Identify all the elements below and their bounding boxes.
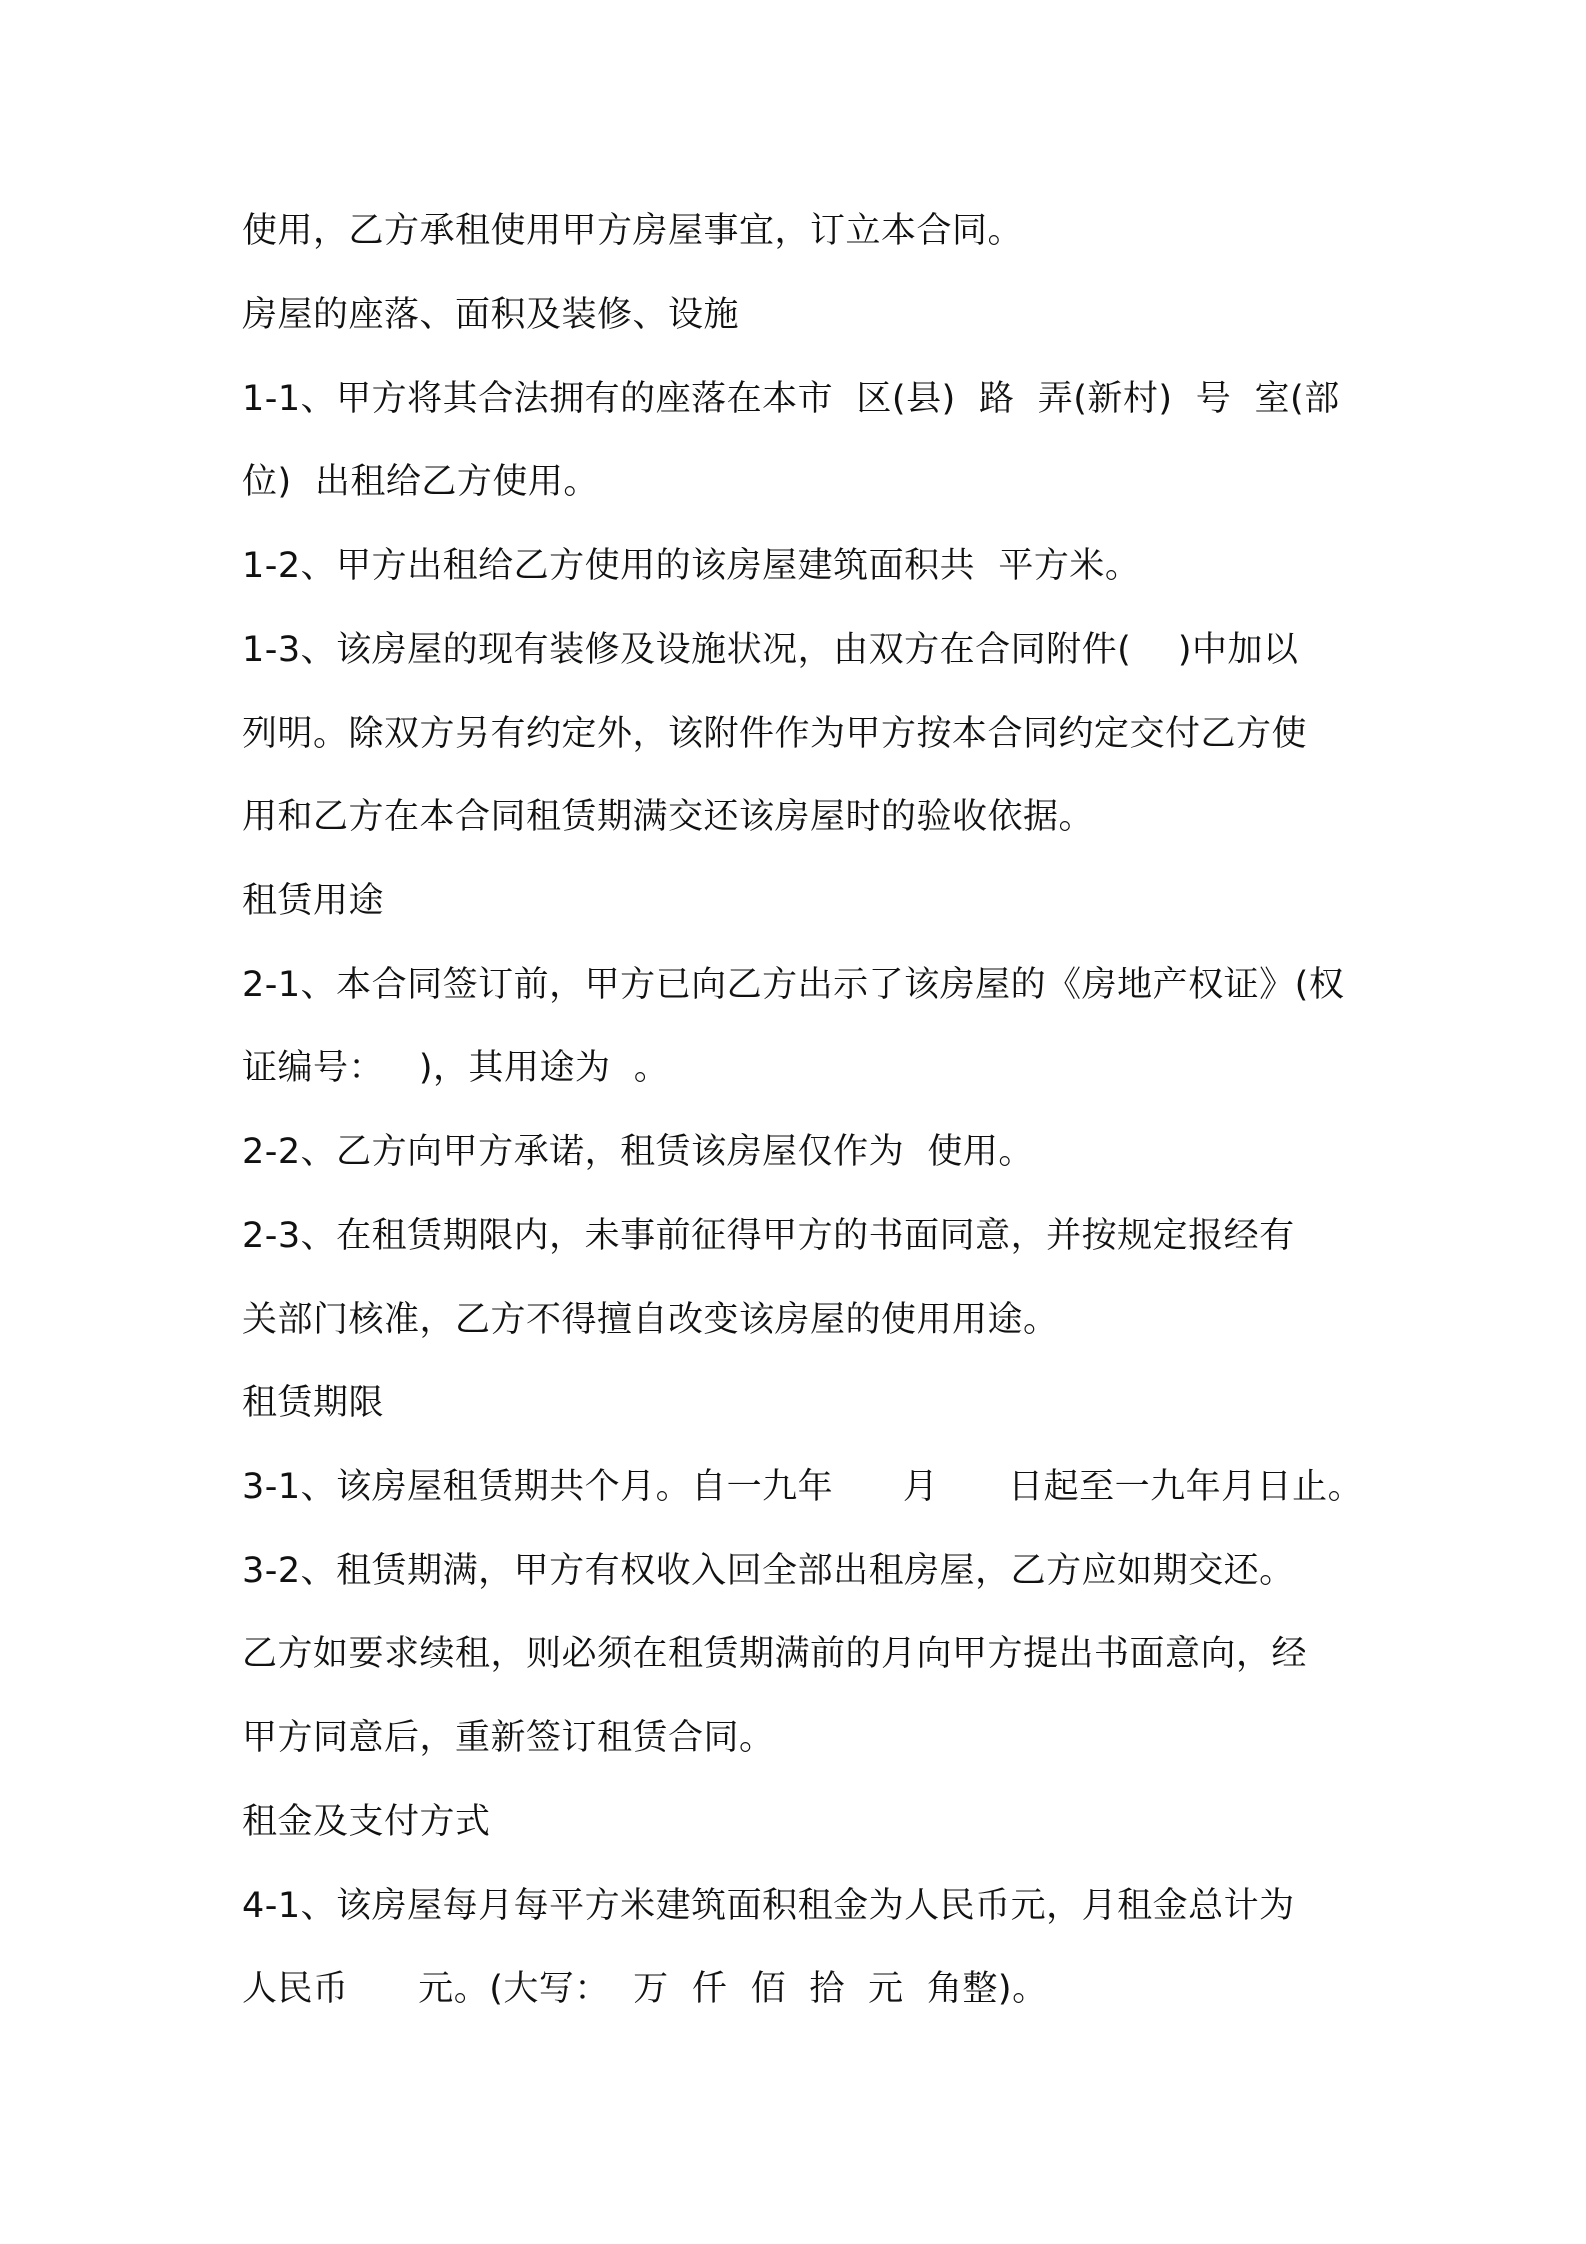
section-heading-premises: 房屋的座落、面积及装修、设施 [242,295,740,335]
contract-text-line: 2-3、在租赁期限内，未事前征得甲方的书面同意，并按规定报经有 [242,1216,1295,1256]
contract-text-line: 甲方同意后，重新签订租赁合同。 [242,1718,775,1758]
contract-text-line: 乙方如要求续租，则必须在租赁期满前的月向甲方提出书面意向，经 [242,1634,1308,1674]
contract-text-line: 用和乙方在本合同租赁期满交还该房屋时的验收依据。 [242,797,1095,837]
contract-text-line: 1-1、甲方将其合法拥有的座落在本市 区(县) 路 弄(新村) 号 室(部 [242,379,1340,419]
section-heading-usage: 租赁用途 [242,881,385,921]
contract-text-line: 1-3、该房屋的现有装修及设施状况，由双方在合同附件( )中加以 [242,630,1299,670]
contract-text-line: 3-2、租赁期满，甲方有权收入回全部出租房屋，乙方应如期交还。 [242,1551,1295,1591]
contract-text-line: 位) 出租给乙方使用。 [242,462,599,502]
contract-text-line: 证编号： )，其用途为 。 [242,1048,670,1088]
contract-text-line: 3-1、该房屋租赁期共个月。自一九年 月 日起至一九年月日止。 [242,1467,1364,1507]
contract-text-line: 4-1、该房屋每月每平方米建筑面积租金为人民币元，月租金总计为 [242,1886,1295,1926]
contract-text-line: 1-2、甲方出租给乙方使用的该房屋建筑面积共 平方米。 [242,546,1141,586]
contract-text-line: 列明。除双方另有约定外，该附件作为甲方按本合同约定交付乙方使 [242,714,1308,754]
contract-text-line: 2-2、乙方向甲方承诺，租赁该房屋仅作为 使用。 [242,1132,1034,1172]
contract-text-line: 使用，乙方承租使用甲方房屋事宜，订立本合同。 [242,211,1024,251]
section-heading-term: 租赁期限 [242,1383,385,1423]
section-heading-rent: 租金及支付方式 [242,1802,491,1842]
contract-text-line: 2-1、本合同签订前，甲方已向乙方出示了该房屋的《房地产权证》(权 [242,965,1345,1005]
contract-text-line: 关部门核准，乙方不得擅自改变该房屋的使用用途。 [242,1300,1059,1340]
contract-text-line: 人民币 元。(大写： 万 仟 佰 拾 元 角整)。 [242,1969,1048,2009]
